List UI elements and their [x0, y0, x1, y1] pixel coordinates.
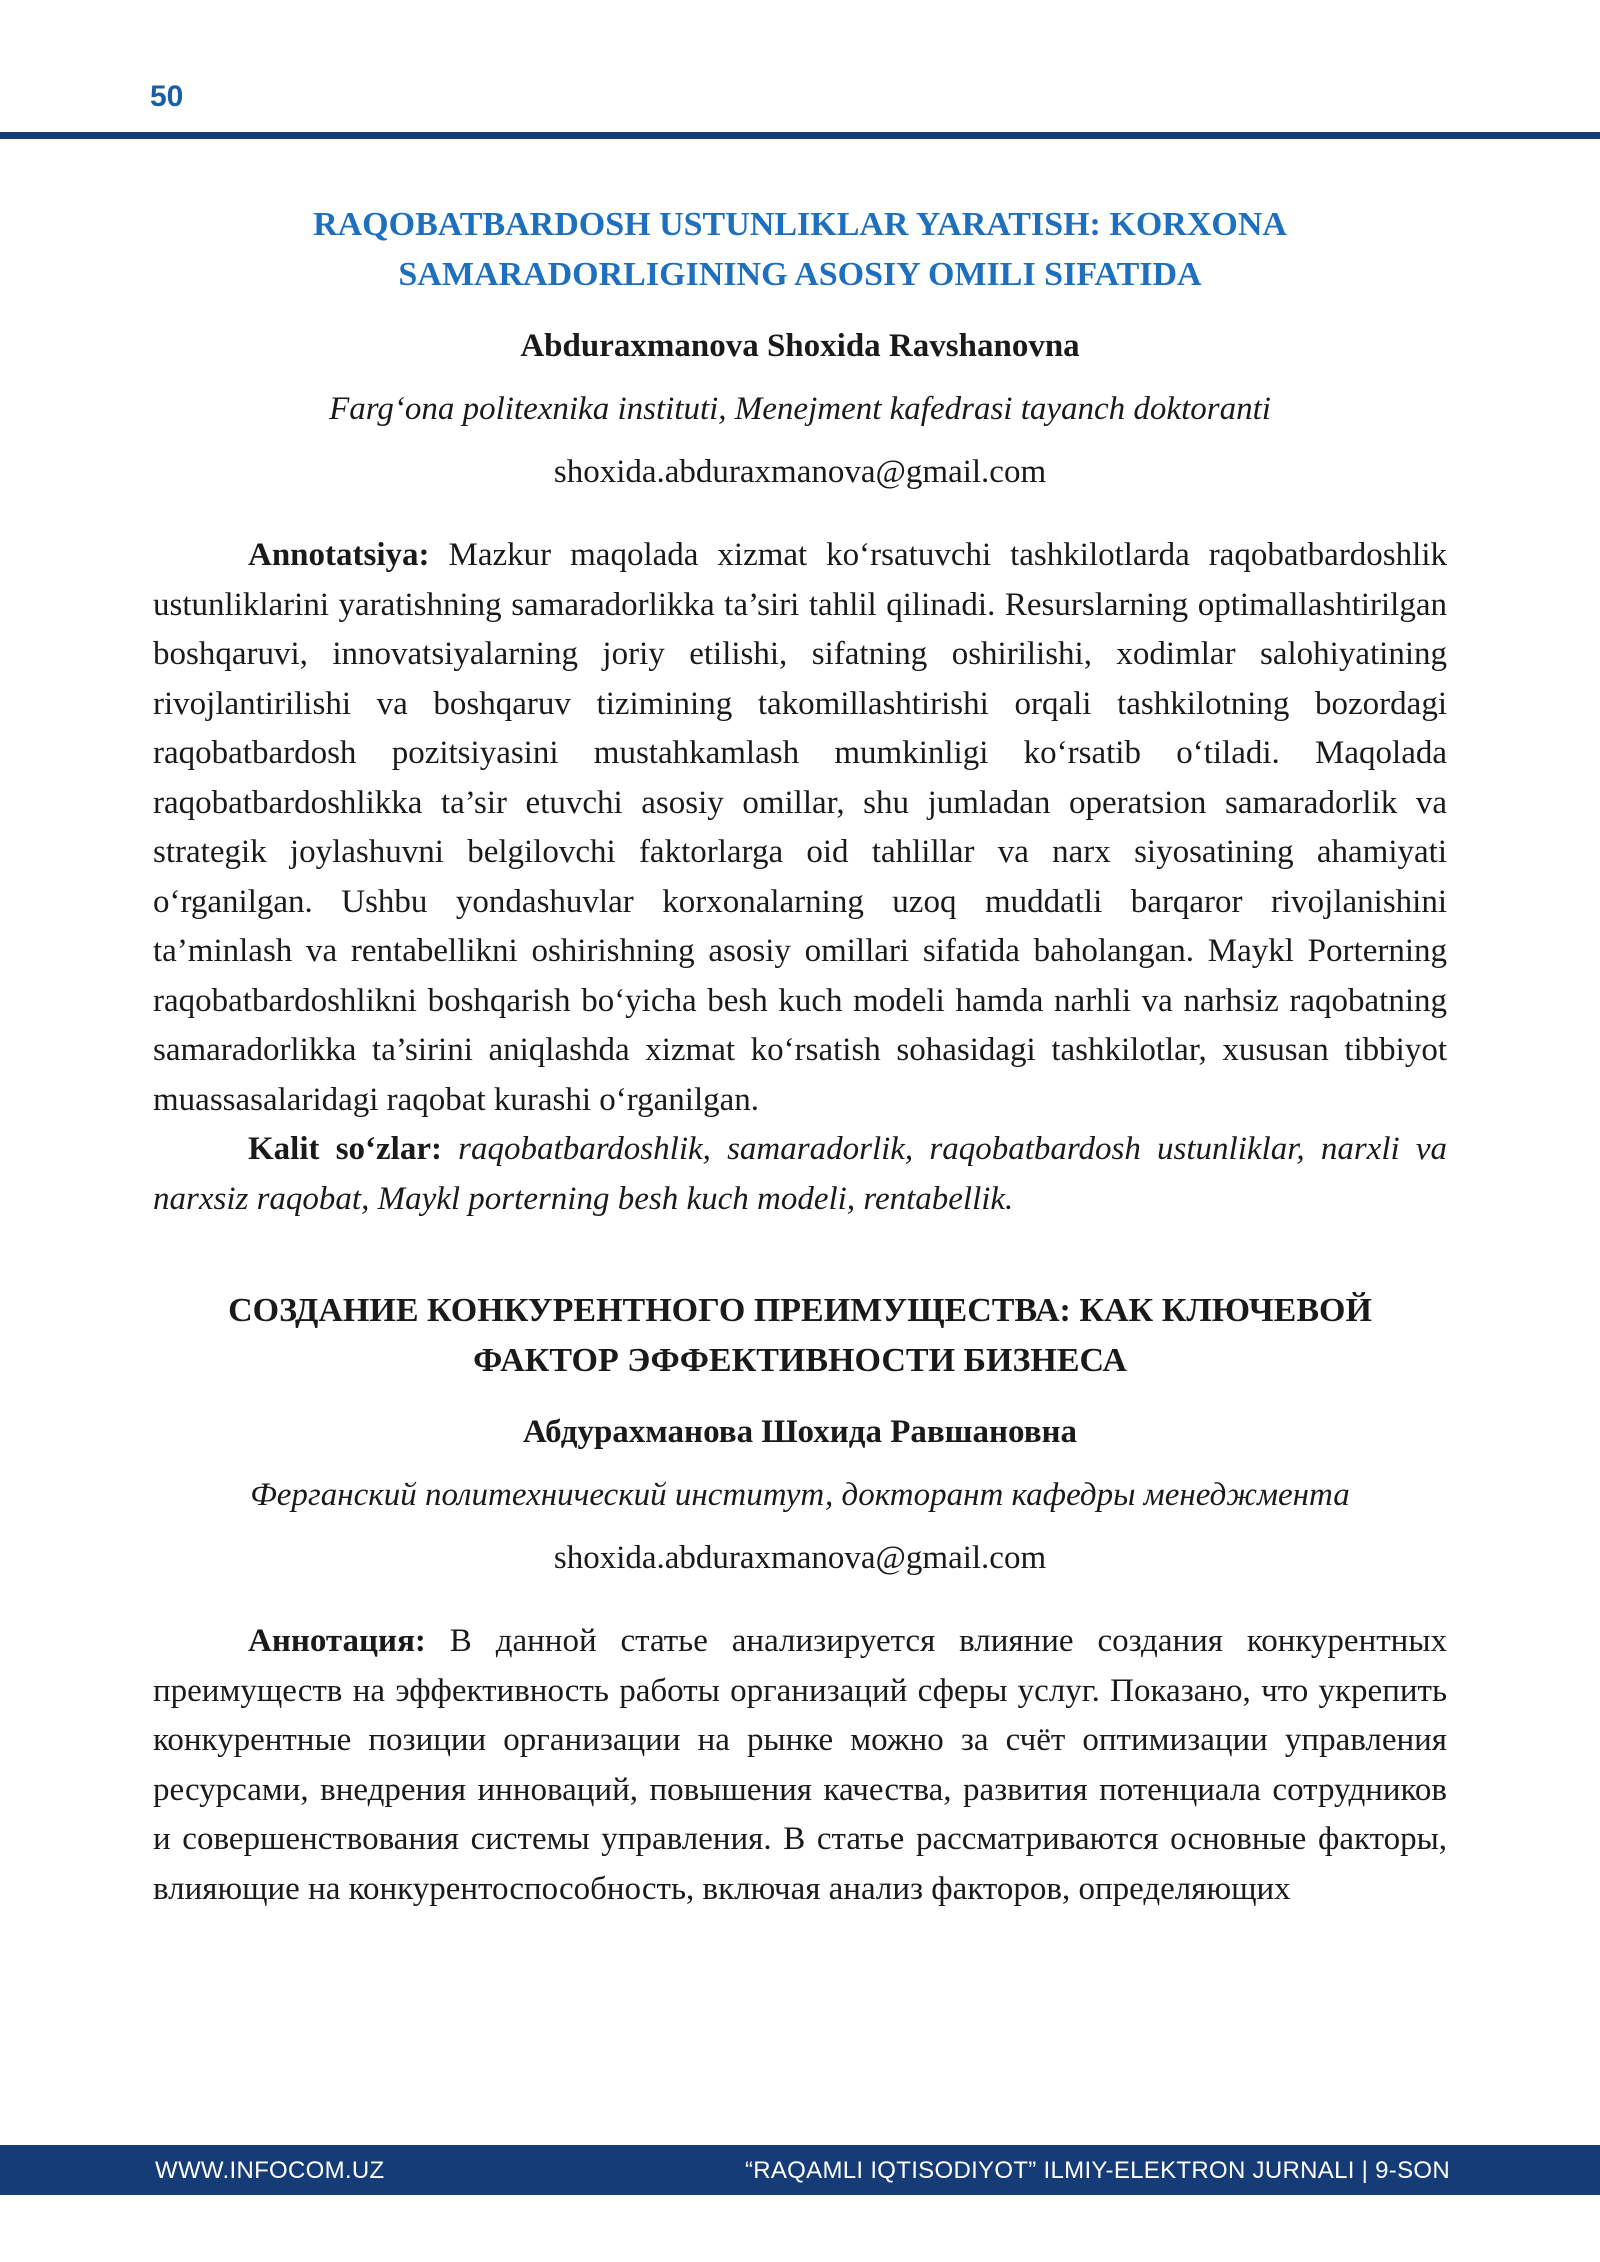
affiliation-uz: Farg‘ona politexnika instituti, Menejment kafedrasi tayanch doktoranti [329, 391, 1271, 427]
abstract-uz [153, 531, 1447, 1125]
article-title-uz [153, 200, 1447, 300]
keywords-label-uz: Kalit so‘zlar: [248, 1131, 442, 1167]
keywords-uz [153, 1125, 1447, 1224]
abstract-ru [153, 1617, 1447, 1914]
page-content [153, 200, 1447, 1914]
footer-journal-name: “RAQAMLI IQTISODIYOT” ILMIY-ELEKTRON JURNALI | 9-SON [744, 2157, 1450, 2184]
author-name-uz: Abduraxmanova Shoxida Ravshanovna [520, 328, 1080, 364]
keywords-text-uz: raqobatbardoshlik, samaradorlik, raqobatbardosh ustunliklar, narxli va narxsiz raqobat, Maykl porterning besh kuch modeli, rentabellik. [153, 1131, 1448, 1217]
abstract-text-uz: Mazkur maqolada xizmat ko‘rsatuvchi tashkilotlarda raqobatbardoshlik ustunliklarini yaratishning samaradorlikka ta’siri tahlil qilinadi. Resurslarning optimallashtirilgan boshqaruvi, innovatsiyalarning joriy etilishi, sifatning oshirilishi, xodimlar salohiyatining rivojlantirilishi va boshqaruv tizimining takomillashtirishi orqali tashkilotning bozordagi raqobatbardosh pozitsiyasini mustahkamlash mumkinligi ko‘rsatib o‘tiladi. Maqolada raqobatbardoshlikka ta’sir etuvchi asosiy omillar, shu jumladan operatsion samaradorlik va strategik joylashuvni belgilovchi faktorlarga oid tahlillar va narx siyosatining ahamiyati o‘rganilgan. Ushbu yondashuvlar korxonalarning uzoq muddatli barqaror rivojlanishini ta’minlash va rentabellikni oshirishning asosiy omillari sifatida baholangan. Maykl Porterning raqobatbardoshlikni boshqarish bo‘yicha besh kuch modeli hamda narhli va narhsiz raqobatning samaradorlikka ta’sirini aniqlashda xizmat ko‘rsatish sohasidagi tashkilotlar, xususan tibbiyot muassasalaridagi raqobat kurashi o‘rganilgan. [153, 537, 1447, 1118]
abstract-label-ru: Аннотация: [248, 1623, 426, 1659]
article-uz [153, 200, 1447, 1224]
footer-website-link[interactable]: WWW.INFOCOM.UZ [155, 2157, 385, 2184]
page-number: 50 [150, 80, 184, 113]
abstract-label-uz: Annotatsiya: [248, 537, 430, 573]
header-rule [0, 132, 1600, 139]
author-email-uz[interactable]: shoxida.abduraxmanova@gmail.com [553, 454, 1047, 490]
article-title-ru-line1: СОЗДАНИЕ КОНКУРЕНТНОГО ПРЕИМУЩЕСТВА: КАК КЛЮЧЕВОЙ [228, 1292, 1372, 1329]
article-title-ru [153, 1286, 1447, 1386]
article-title-uz-line1: RAQOBATBARDOSH USTUNLIKLAR YARATISH: KORXONA [313, 206, 1287, 243]
author-name-ru: Абдурахманова Шохида Равшановна [522, 1414, 1078, 1450]
abstract-text-ru: В данной статье анализируется влияние создания конкурентных преимуществ на эффективность работы организаций сферы услуг. Показано, что укрепить конкурентные позиции организации на рынке можно за счёт оптимизации управления ресурсами, внедрения инноваций, повышения качества, развития потенциала сотрудников и совершенствования системы управления. В статье рассматриваются основные факторы, влияющие на конкурентоспособность, включая анализ факторов, определяющих [153, 1623, 1447, 1907]
affiliation-ru: Ферганский политехнический институт, докторант кафедры менеджмента [250, 1477, 1350, 1513]
author-email-ru[interactable]: shoxida.abduraxmanova@gmail.com [553, 1540, 1047, 1576]
article-ru [153, 1286, 1447, 1914]
article-title-uz-line2: SAMARADORLIGINING ASOSIY OMILI SIFATIDA [398, 256, 1202, 293]
article-title-ru-line2: ФАКТОР ЭФФЕКТИВНОСТИ БИЗНЕСА [473, 1342, 1127, 1379]
